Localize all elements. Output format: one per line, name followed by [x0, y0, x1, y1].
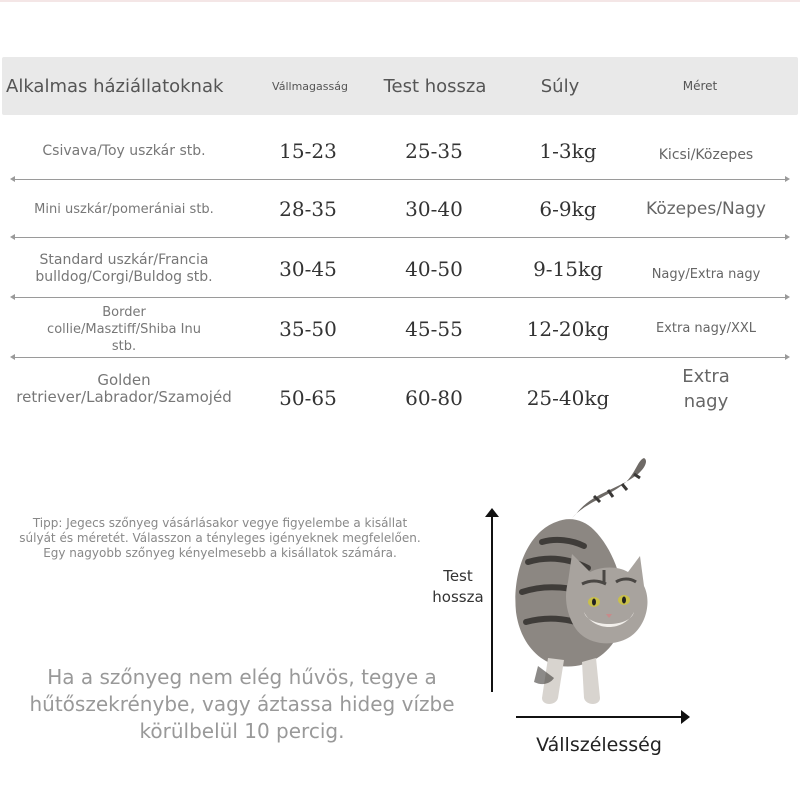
- table-row: [0, 240, 800, 298]
- header-weight: Súly: [540, 75, 580, 97]
- cat-photo: [498, 452, 668, 714]
- shoulder-width-label: Vállszélesség: [536, 734, 662, 756]
- table-row: [0, 180, 800, 238]
- header-body-length: Test hossza: [383, 75, 487, 97]
- row-shoulder-height: 50-65: [279, 386, 337, 410]
- row-weight: 9-15kg: [533, 257, 603, 281]
- row-size: Extra nagy: [682, 366, 730, 412]
- table-row: [0, 360, 800, 418]
- row-size: Nagy/Extra nagy: [651, 267, 761, 282]
- row-pets: Csivava/Toy uszkár stb.: [42, 142, 206, 159]
- table-row: [0, 122, 800, 180]
- row-shoulder-height: 28-35: [279, 197, 337, 221]
- row-weight: 12-20kg: [526, 317, 610, 341]
- row-divider: [14, 237, 786, 238]
- header-shoulder-height: Vállmagasság: [272, 79, 348, 93]
- row-pets: Standard uszkár/Francia bulldog/Corgi/Buldog stb.: [35, 252, 213, 285]
- row-weight: 6-9kg: [539, 197, 597, 221]
- row-pets: Border collie/Masztiff/Shiba Inu stb.: [47, 304, 201, 354]
- row-shoulder-height: 30-45: [279, 257, 337, 281]
- row-body-length: 40-50: [405, 257, 463, 281]
- table-row: [0, 300, 800, 358]
- cooling-notice: Ha a szőnyeg nem elég hűvös, tegye a hűtőszekrénybe, vagy áztassa hideg vízbe körülbelül 10 percig.: [29, 665, 455, 743]
- header-pets: Alkalmas háziállatoknak: [6, 75, 224, 97]
- row-shoulder-height: 35-50: [279, 317, 337, 341]
- body-length-label: Test hossza: [432, 567, 484, 606]
- row-size: Közepes/Nagy: [646, 199, 766, 219]
- row-body-length: 30-40: [405, 197, 463, 221]
- row-size: Kicsi/Közepes: [658, 147, 754, 163]
- row-size: Extra nagy/XXL: [655, 321, 757, 336]
- header-size: Méret: [682, 79, 718, 93]
- row-pets: Golden retriever/Labrador/Szamojéd: [16, 371, 232, 406]
- shoulder-width-arrow: [516, 716, 682, 718]
- table-header: [2, 57, 798, 115]
- row-body-length: 25-35: [405, 139, 463, 163]
- row-body-length: 45-55: [405, 317, 463, 341]
- row-divider: [14, 297, 786, 298]
- top-divider: [0, 0, 800, 2]
- row-weight: 1-3kg: [539, 139, 597, 163]
- row-weight: 25-40kg: [526, 386, 610, 410]
- row-shoulder-height: 15-23: [279, 139, 337, 163]
- row-body-length: 60-80: [405, 386, 463, 410]
- row-divider: [14, 357, 786, 358]
- tip-text: Tipp: Jegecs szőnyeg vásárlásakor vegye figyelembe a kisállat súlyát és méretét. Válasszon a tényleges igényeknek megfelelően. Egy nagyobb szőnyeg kényelmesebb a kisállatok számára.: [19, 516, 421, 560]
- row-pets: Mini uszkár/pomerániai stb.: [34, 201, 214, 217]
